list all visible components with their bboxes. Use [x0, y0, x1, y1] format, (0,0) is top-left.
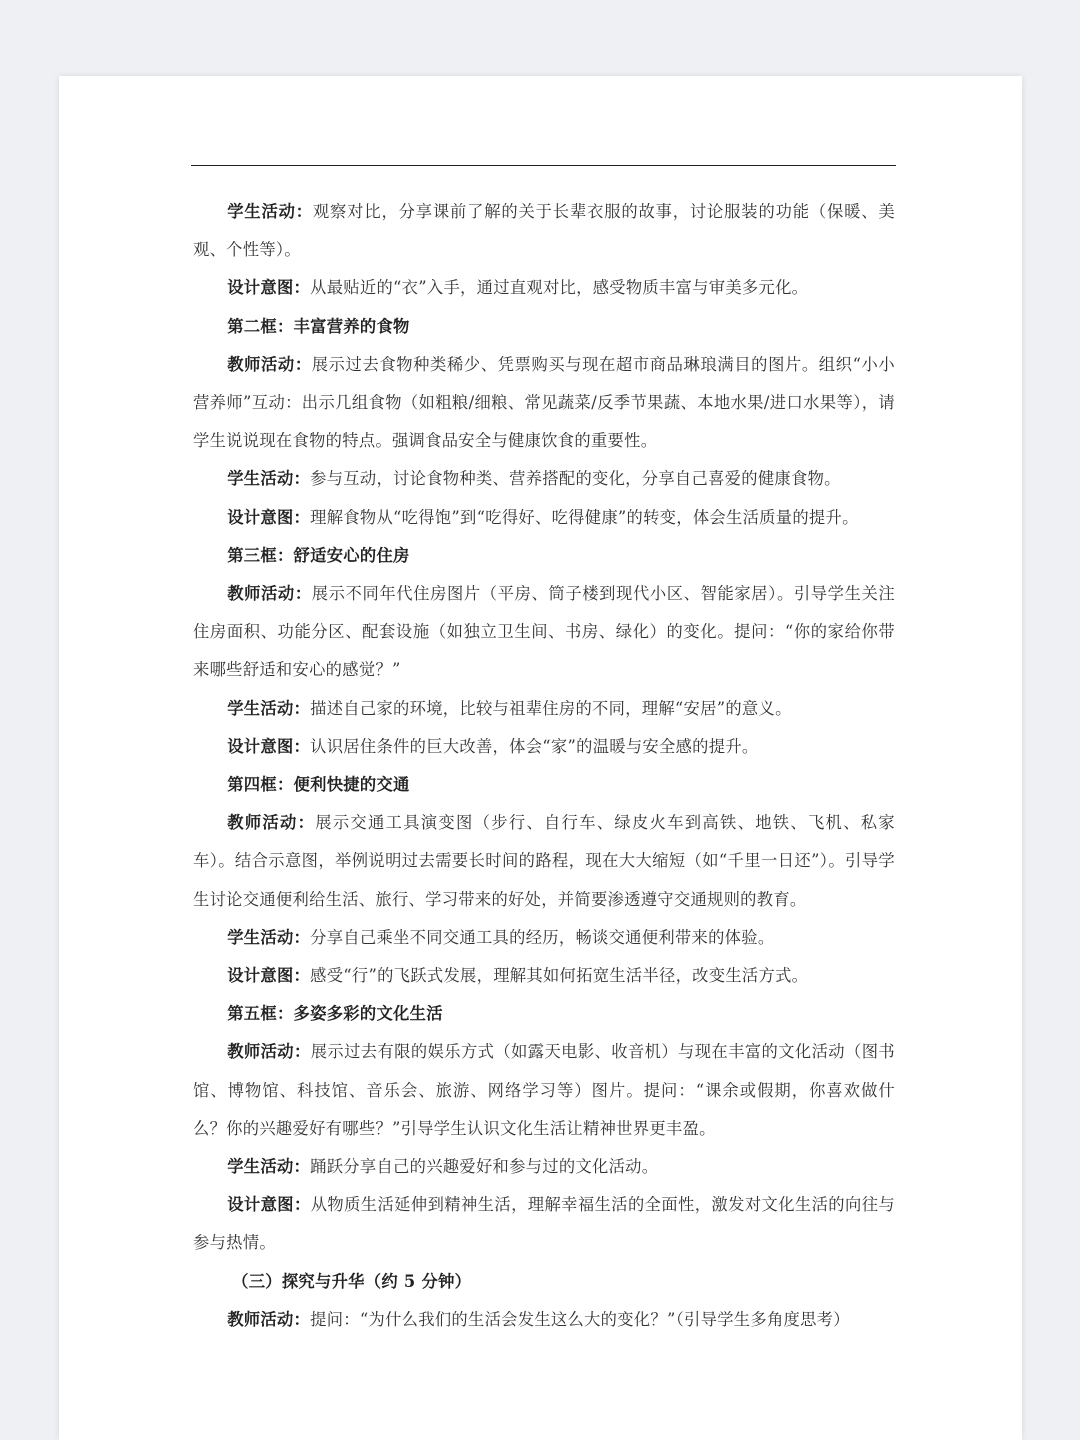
paragraph-design-intent-culture — [193, 1186, 895, 1262]
paragraph-label: 设计意图： — [227, 507, 311, 527]
paragraph-text: 踊跃分享自己的兴趣爱好和参与过的文化活动。 — [310, 1157, 659, 1177]
paragraph-text: 感受“行”的飞跃式发展，理解其如何拓宽生活半径，改变生活方式。 — [310, 966, 809, 986]
paragraph-label: 设计意图： — [227, 736, 311, 756]
paragraph-text: 展示过去食物种类稀少、凭票购买与现在超市商品琳琅满目的图片。组织“小小营养师”互动：出示几组食物（如粗粮/细粮、常见蔬菜/反季节果蔬、本地水果/进口水果等），请学生说说现在食物的特点。强调食品安全与健康饮食的重要性。 — [193, 354, 895, 451]
paragraph-teacher-activity-culture — [193, 1033, 895, 1148]
heading-housing: 第三框：舒适安心的住房 — [227, 545, 410, 565]
paragraph-label: 设计意图： — [227, 278, 311, 298]
heading-culture: 第五框：多姿多彩的文化生活 — [227, 1004, 443, 1024]
paragraph-label: 学生活动： — [227, 202, 313, 221]
paragraph-student-activity-clothing — [193, 193, 895, 269]
paragraph-label: 学生活动： — [227, 698, 311, 718]
paragraph-text: 从最贴近的“衣”入手，通过直观对比，感受物质丰富与审美多元化。 — [310, 278, 809, 298]
paragraph-student-activity-housing — [193, 690, 895, 728]
paragraph-text: 提问：“为什么我们的生活会发生这么大的变化？”（引导学生多角度思考） — [310, 1309, 850, 1329]
paragraph-text: 理解食物从“吃得饱”到“吃得好、吃得健康”的转变，体会生活质量的提升。 — [310, 507, 859, 527]
paragraph-design-intent-housing — [193, 728, 895, 766]
section-heading-explore: （三）探究与升华（约 5 分钟） — [232, 1271, 472, 1291]
heading-transport: 第四框：便利快捷的交通 — [227, 775, 410, 795]
paragraph-text: 展示不同年代住房图片（平房、筒子楼到现代小区、智能家居）。引导学生关注住房面积、功能分区、配套设施（如独立卫生间、书房、绿化）的变化。提问：“你的家给你带来哪些舒适和安心的感觉？” — [193, 584, 895, 680]
paragraph-label: 教师活动： — [227, 354, 312, 374]
paragraph-label: 学生活动： — [227, 927, 311, 947]
paragraph-text: 从物质生活延伸到精神生活，理解幸福生活的全面性，激发对文化生活的向往与参与热情。 — [193, 1195, 895, 1253]
paragraph-design-intent-clothing — [193, 269, 895, 307]
header-rule — [191, 165, 896, 166]
paragraph-design-intent-food — [193, 499, 895, 537]
paragraph-text: 描述自己家的环境，比较与祖辈住房的不同，理解“安居”的意义。 — [310, 698, 792, 718]
paragraph-text: 展示交通工具演变图（步行、自行车、绿皮火车到高铁、地铁、飞机、私家车）。结合示意图，举例说明过去需要长时间的路程，现在大大缩短（如“千里一日还”）。引导学生讨论交通便利给生活、旅行、学习带来的好处，并简要渗透遵守交通规则的教育。 — [193, 813, 895, 909]
paragraph-text: 认识居住条件的巨大改善，体会“家”的温暖与安全感的提升。 — [310, 736, 759, 756]
paragraph-student-activity-culture — [193, 1148, 895, 1186]
paragraph-label: 设计意图： — [227, 1195, 311, 1215]
paragraph-student-activity-food — [193, 460, 895, 498]
paragraph-text: 分享自己乘坐不同交通工具的经历，畅谈交通便利带来的体验。 — [310, 927, 775, 947]
paragraph-label: 教师活动： — [227, 584, 312, 604]
paragraph-text: 参与互动，讨论食物种类、营养搭配的变化，分享自己喜爱的健康食物。 — [310, 469, 841, 489]
paragraph-teacher-activity-food — [193, 346, 895, 461]
paragraph-label: 学生活动： — [227, 1157, 311, 1177]
paragraph-label: 教师活动： — [227, 813, 316, 833]
paragraph-teacher-activity-explore — [193, 1301, 895, 1339]
paragraph-teacher-activity-transport — [193, 804, 895, 919]
paragraph-student-activity-transport — [193, 919, 895, 957]
paragraph-label: 设计意图： — [227, 966, 311, 986]
paragraph-design-intent-transport — [193, 957, 895, 995]
paragraph-label: 教师活动： — [227, 1042, 311, 1062]
paragraph-teacher-activity-housing — [193, 575, 895, 690]
paragraph-label: 教师活动： — [227, 1309, 311, 1329]
heading-food: 第二框：丰富营养的食物 — [227, 316, 410, 336]
paragraph-text: 展示过去有限的娱乐方式（如露天电影、收音机）与现在丰富的文化活动（图书馆、博物馆、科技馆、音乐会、旅游、网络学习等）图片。提问：“课余或假期，你喜欢做什么？你的兴趣爱好有哪些？”引导学生认识文化生活让精神世界更丰盈。 — [193, 1042, 895, 1138]
paragraph-label: 学生活动： — [227, 469, 311, 489]
paragraph-text: 观察对比，分享课前了解的关于长辈衣服的故事，讨论服装的功能（保暖、美观、个性等）。 — [193, 202, 895, 260]
document-body — [193, 193, 895, 1339]
